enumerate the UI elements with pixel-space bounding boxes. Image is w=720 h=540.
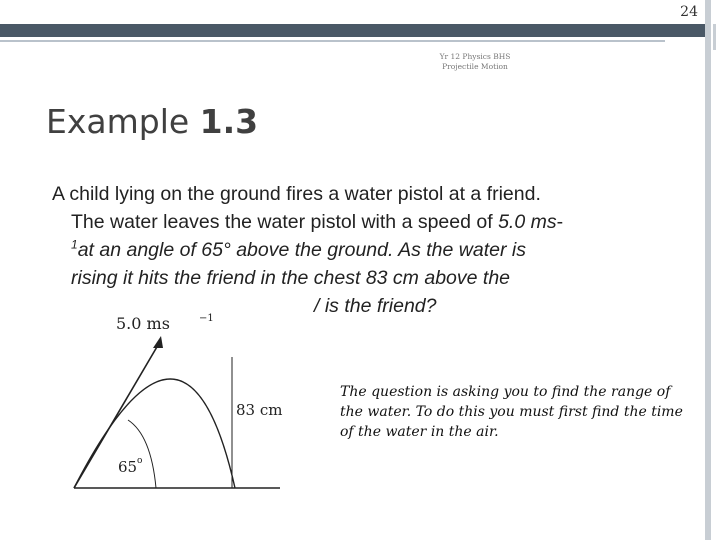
problem-line-1: A child lying on the ground fires a water pistol at a friend. [52,183,541,205]
problem-line-2 [71,208,563,236]
right-edge-accent [713,24,716,50]
problem-speed-exp: 1 [71,237,78,252]
hint-note: The question is asking you to find the range of the water. To do this you must first find the time of the water in the air. [340,384,683,440]
header-course: Yr 12 Physics BHS [439,52,511,61]
problem-line-2-text: The water leaves the water pistol with a speed of [71,211,499,233]
header-topic: Projectile Motion [442,62,508,71]
problem-line-3 [71,236,526,264]
top-banner [0,24,705,37]
problem-line-5: / is the friend? [314,295,437,317]
speed-label: 5.0 ms [116,314,170,333]
problem-speed-exp-sign: - [556,211,564,233]
trajectory-curve [74,379,235,488]
title-text: Example [46,102,200,141]
problem-line-4 [71,264,510,292]
projectile-figure [66,300,336,496]
speed-exponent: −1 [199,313,214,324]
right-edge-bar [705,0,711,540]
angle-arc [128,420,156,488]
problem-speed: 5.0 ms [498,211,557,233]
problem-line-3-text: at an angle of 65° above the ground. As the water is [77,239,526,261]
angle-unit: o [137,456,143,466]
banner-underline [0,40,665,42]
angle-label: 65 [118,458,138,476]
height-label: 83 cm [236,401,283,419]
page-number: 24 [680,4,698,20]
problem-line-4-rest: in the chest 83 cm above the [255,267,511,289]
slide-title [46,102,258,141]
header-note [410,52,540,72]
velocity-arrowhead [153,336,163,348]
title-number: 1.3 [199,102,259,141]
problem-line-4-text: rising it hits the friend [71,267,256,289]
